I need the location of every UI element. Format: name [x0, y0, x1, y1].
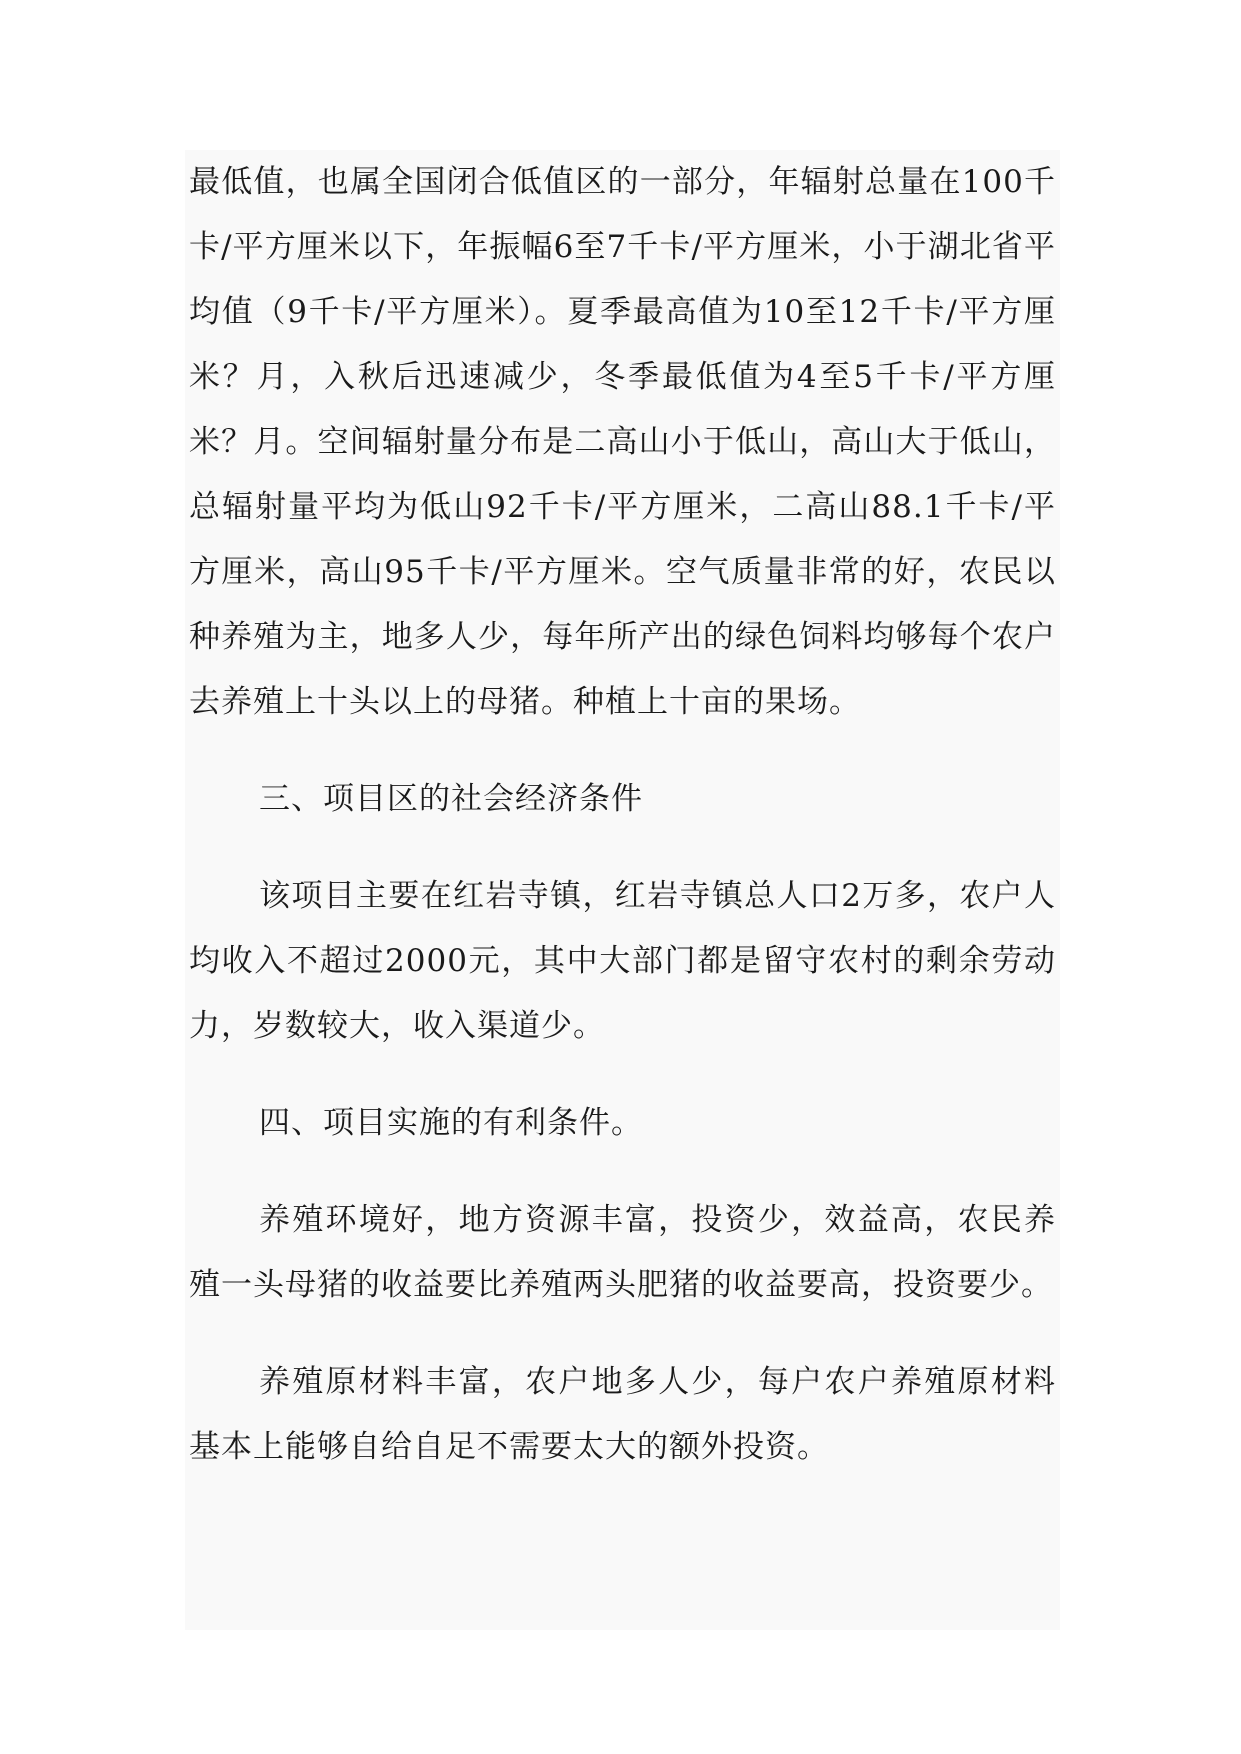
- paragraph-radiation: 最低值，也属全国闭合低值区的一部分，年辐射总量在100千卡/平方厘米以下，年振幅6至7千卡/平方厘米，小于湖北省平均值（9千卡/平方厘米）。夏季最高值为10至12千卡/平方厘米？月，入秋后迅速减少，冬季最低值为4至5千卡/平方厘米？月。空间辐射量分布是二高山小于低山，高山大于低山，总辐射量平均为低山92千卡/平方厘米，二高山88.1千卡/平方厘米，高山95千卡/平方厘米。空气质量非常的好，农民以种养殖为主，地多人少，每年所产出的绿色饲料均够每个农户去养殖上十头以上的母猪。种植上十亩的果场。: [189, 164, 1056, 720]
- paragraph-environment: 养殖环境好，地方资源丰富，投资少，效益高，农民养殖一头母猪的收益要比养殖两头肥猪的收益要高，投资要少。: [189, 1202, 1056, 1303]
- paragraph-social-economic: 该项目主要在红岩寺镇，红岩寺镇总人口2万多，农户人均收入不超过2000元，其中大部门都是留守农村的剩余劳动力，岁数较大，收入渠道少。: [189, 878, 1056, 1044]
- heading-social-economic: 三、项目区的社会经济条件: [259, 781, 643, 817]
- paragraph-materials: 养殖原材料丰富，农户地多人少，每户农户养殖原材料基本上能够自给自足不需要太大的额外投资。: [189, 1364, 1056, 1465]
- document-page: [185, 150, 1060, 1630]
- heading-favorable-conditions: 四、项目实施的有利条件。: [259, 1105, 643, 1141]
